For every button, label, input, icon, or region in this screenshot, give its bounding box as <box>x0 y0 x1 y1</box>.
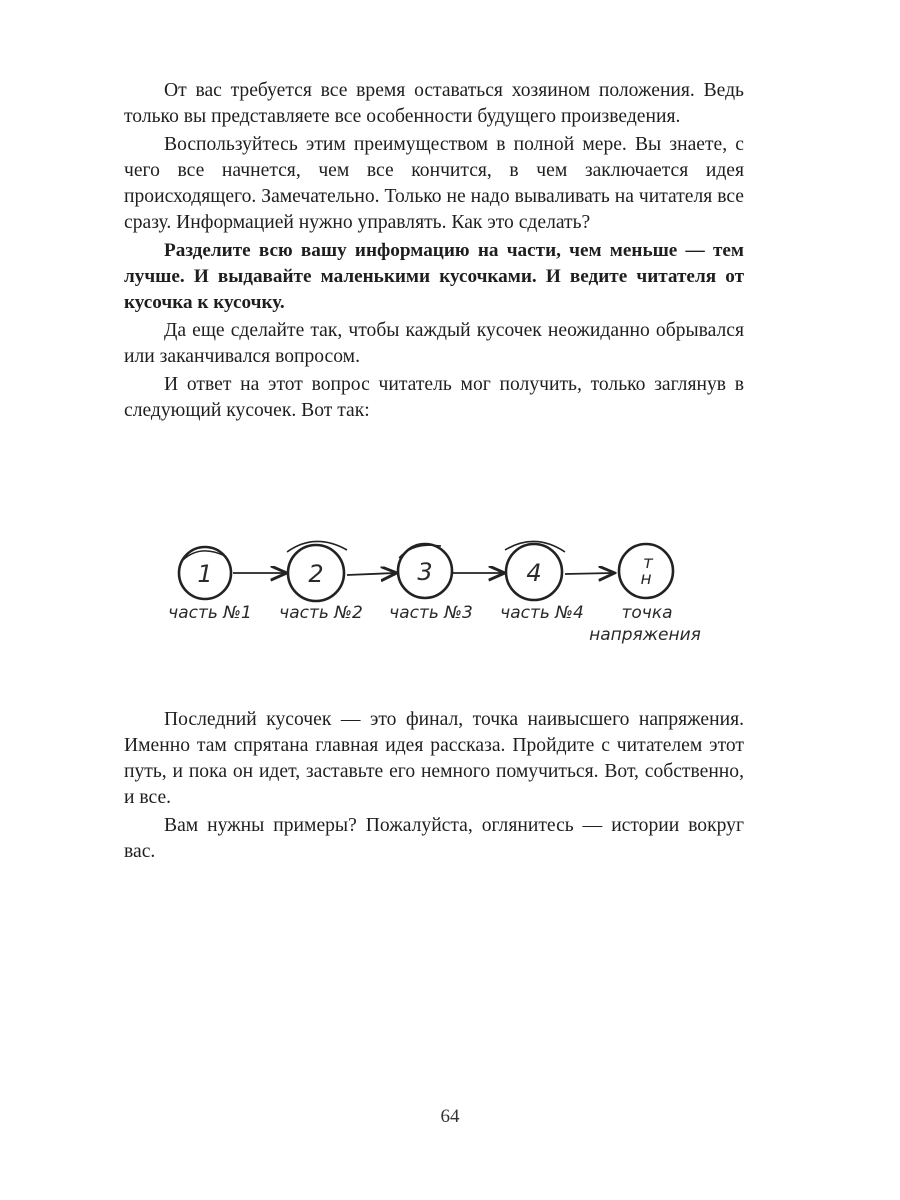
node-symbol-bottom: н <box>640 569 652 589</box>
node-symbol: 2 <box>308 560 324 588</box>
node-1 <box>168 547 252 623</box>
page-number: 64 <box>440 1106 460 1127</box>
node-sketch-stroke <box>287 541 347 552</box>
node-label-line1: точка <box>621 603 673 623</box>
node-symbol: 3 <box>417 558 433 586</box>
node-label: часть №1 <box>168 603 252 623</box>
node-tension-point <box>589 544 701 645</box>
paragraph: И ответ на этот вопрос читатель мог получить, только заглянув в следующий кусочек. Вот так: <box>124 374 744 421</box>
node-label: часть №2 <box>279 603 363 623</box>
body-text-bottom <box>124 707 744 867</box>
paragraph: Воспользуйтесь этим преимуществом в полной мере. Вы знаете, с чего все начнется, чем все кончится, в чем заключается идея происходящего. Замечательно. Только не надо вываливать на читателя все сразу. Информацией нужно управлять. Как это сделать? <box>124 134 744 233</box>
node-symbol: 1 <box>197 560 213 588</box>
node-label: часть №3 <box>389 603 473 623</box>
body-text-top <box>124 78 744 426</box>
node-symbol: 4 <box>526 559 542 587</box>
paragraph: От вас требуется все время оставаться хозяином положения. Ведь только вы представляете все особенности будущего произведения. <box>124 80 744 127</box>
arrow-4-tn <box>565 573 613 574</box>
node-label: часть №4 <box>500 603 584 623</box>
node-label-line2: напряжения <box>589 625 701 645</box>
node-3 <box>389 544 473 623</box>
node-4 <box>500 541 584 623</box>
arrow-2-3 <box>347 573 395 575</box>
bold-paragraph: Разделите всю вашу информацию на части, чем меньше — тем лучше. И выдавайте маленькими кусочками. И ведите читателя от кусочка к кусочку. <box>124 240 744 313</box>
diagram-svg <box>155 530 725 660</box>
paragraph: Да еще сделайте так, чтобы каждый кусочек неожиданно обрывался или заканчивался вопросом. <box>124 320 744 367</box>
node-symbol-top: т <box>643 553 653 573</box>
paragraph: Последний кусочек — это финал, точка наивысшего напряжения. Именно там спрятана главная идея рассказа. Пройдите с читателем этот путь, и пока он идет, заставьте его немного помучиться. Вот, собственно, и все. <box>124 709 744 808</box>
tension-diagram <box>155 530 725 660</box>
node-2 <box>279 541 363 623</box>
paragraph: Вам нужны примеры? Пожалуйста, оглянитесь — истории вокруг вас. <box>124 815 744 862</box>
